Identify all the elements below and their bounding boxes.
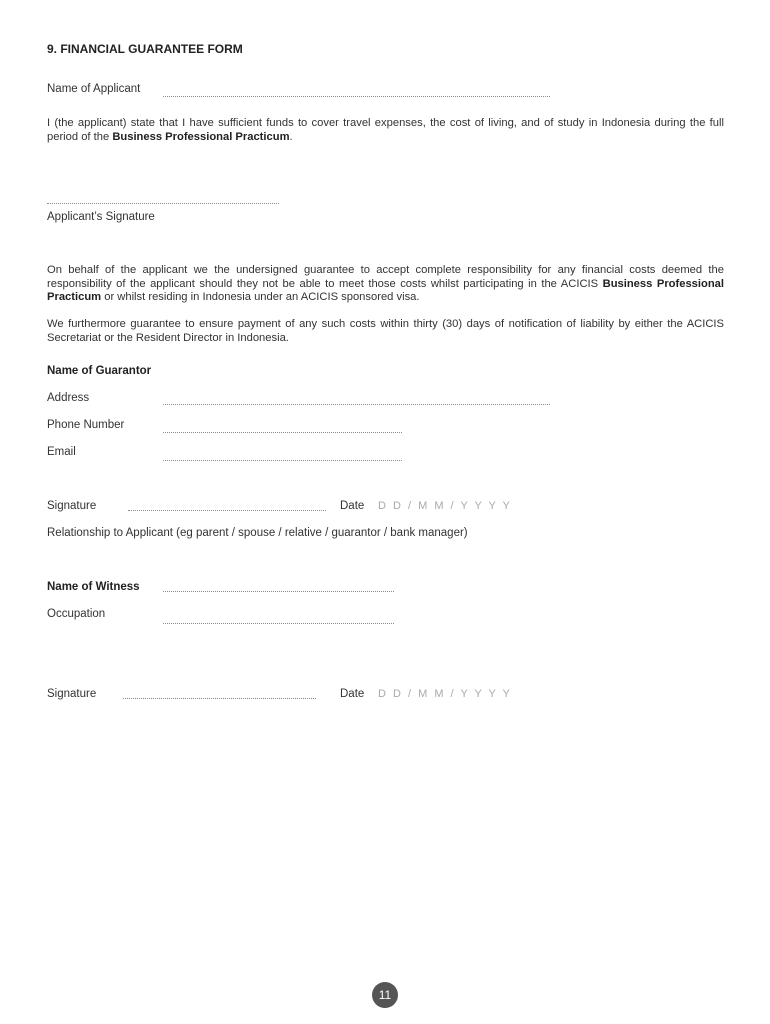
witness-date-input[interactable]: D D / M M / Y Y Y Y <box>378 688 512 700</box>
witness-name-field[interactable] <box>163 591 394 592</box>
page-title: 9. FINANCIAL GUARANTEE FORM <box>47 42 243 56</box>
witness-occupation-label: Occupation <box>47 608 106 620</box>
witness-date-label: Date <box>340 688 365 700</box>
guarantor-address-label: Address <box>47 392 90 404</box>
program-name: Business Professional Practicum <box>112 130 290 143</box>
guarantee-paragraph-2: We furthermore guarantee to ensure payment of any such costs within thirty (30) days of notification of liability by either the ACICIS Secretariat or the Resident Director in Indonesia. <box>47 318 724 344</box>
applicant-signature-field[interactable] <box>47 203 279 204</box>
guarantor-email-label: Email <box>47 446 76 458</box>
witness-heading: Name of Witness <box>47 581 140 593</box>
guarantor-email-field[interactable] <box>163 460 402 461</box>
guarantor-signature-field[interactable] <box>128 510 326 511</box>
applicant-name-label: Name of Applicant <box>47 83 141 95</box>
guarantor-phone-label: Phone Number <box>47 419 125 431</box>
witness-signature-label: Signature <box>47 688 97 700</box>
applicant-statement: I (the applicant) state that I have sufficient funds to cover travel expenses, the cost of living, and of study in Indonesia during the full period of the Business Professional Practicum. <box>47 117 724 143</box>
relationship-label: Relationship to Applicant (eg parent / spouse / relative / guarantor / bank manager) <box>47 527 468 539</box>
guarantor-date-label: Date <box>340 500 365 512</box>
guarantor-phone-field[interactable] <box>163 432 402 433</box>
guarantor-heading: Name of Guarantor <box>47 365 152 377</box>
witness-signature-field[interactable] <box>123 698 316 699</box>
guarantee-paragraph-1: On behalf of the applicant we the undersigned guarantee to accept complete responsibility for any financial costs deemed the responsibility of the applicant should they not be able to meet those costs whilst participating in the ACICIS Business Professional Practicum or whilst residing in Indonesia under an ACICIS sponsored visa. <box>47 264 725 303</box>
program-name: Business Professional Practicum <box>47 277 725 303</box>
guarantor-address-field[interactable] <box>163 404 550 405</box>
applicant-name-field[interactable] <box>163 96 550 97</box>
guarantor-date-input[interactable]: D D / M M / Y Y Y Y <box>378 500 512 512</box>
guarantor-signature-label: Signature <box>47 500 97 512</box>
witness-occupation-field[interactable] <box>163 623 394 624</box>
page-number-badge: 11 <box>372 982 398 1008</box>
applicant-signature-label: Applicant’s Signature <box>47 211 155 223</box>
